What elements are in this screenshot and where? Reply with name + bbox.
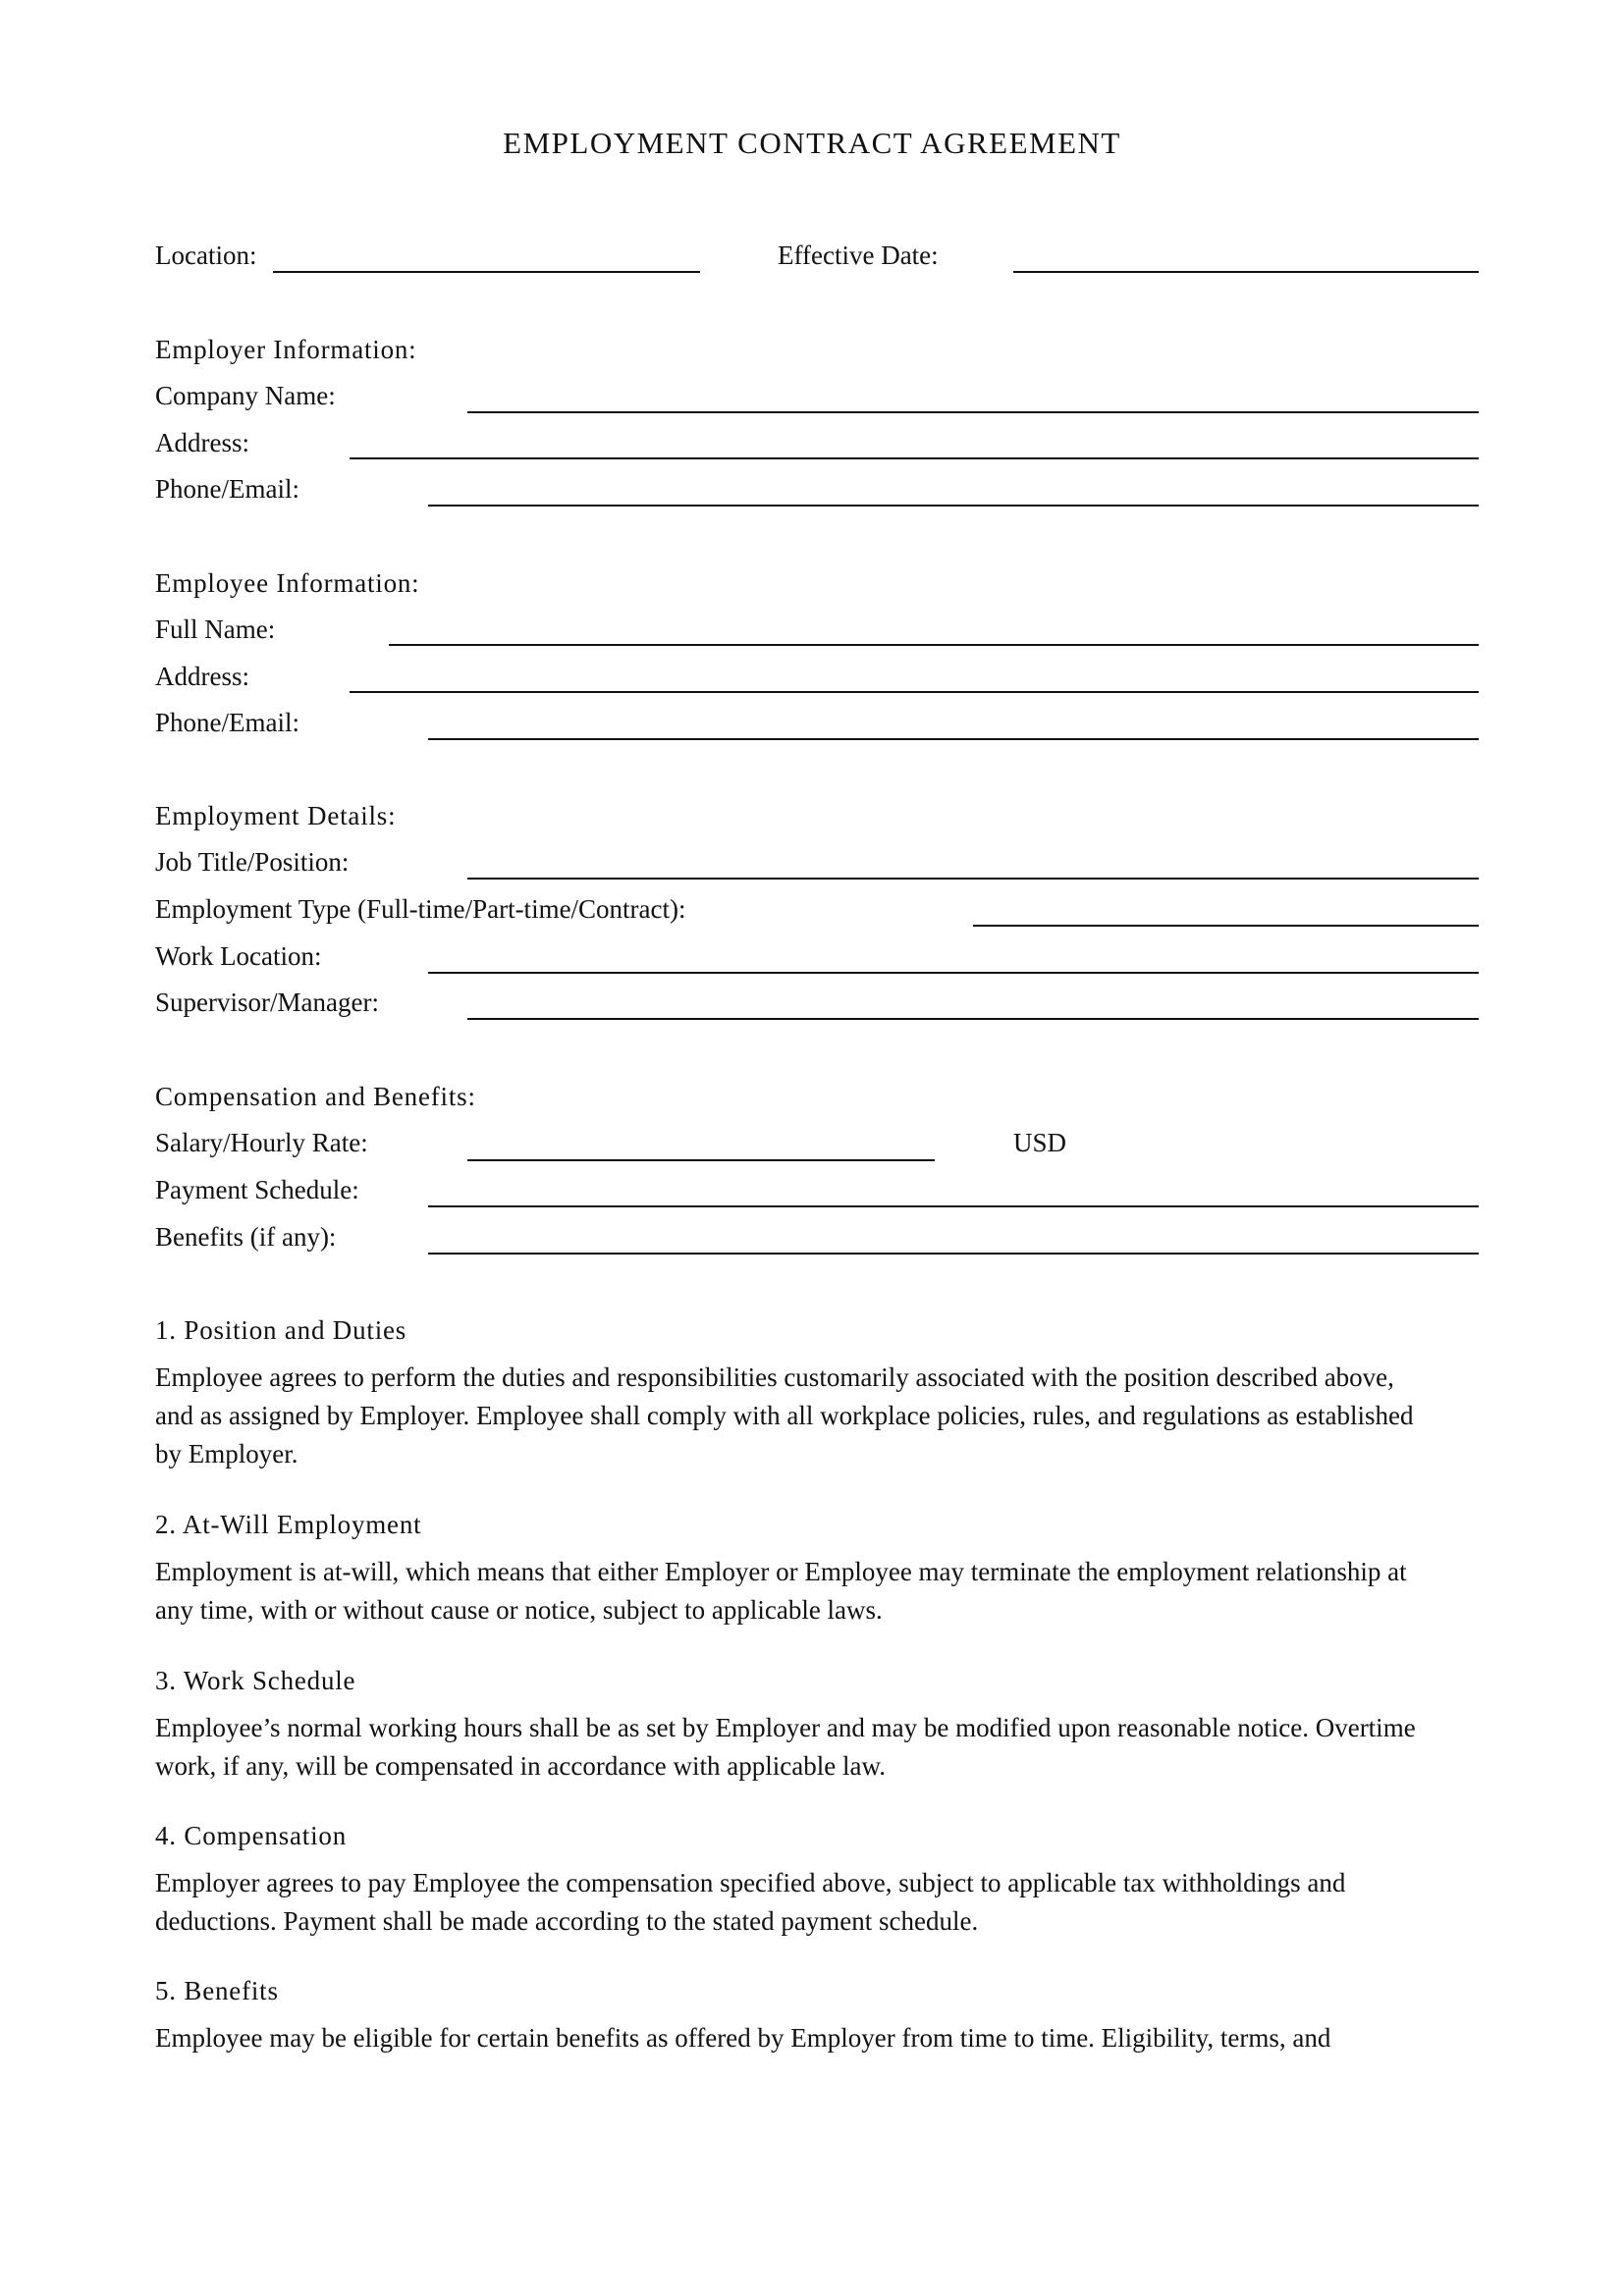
section-3-body [155,1709,1490,1786]
supervisor-field[interactable] [467,1018,1479,1020]
job-title-field[interactable] [467,878,1479,880]
section-4-line: deductions. Payment shall be made according to the stated payment schedule. [155,1906,979,1936]
section-1-heading: 1. Position and Duties [155,1315,407,1345]
currency-label: USD [1013,1128,1067,1157]
effective-date-label: Effective Date: [778,240,939,270]
section-4-heading: 4. Compensation [155,1821,347,1850]
section-5-line: Employee may be eligible for certain benefits as offered by Employer from time to time. Eligibility, terms, and [155,2023,1331,2053]
work-location-label: Work Location: [155,941,322,971]
employer-heading: Employer Information: [155,335,417,364]
payment-schedule-label: Payment Schedule: [155,1175,359,1204]
employee-heading: Employee Information: [155,568,420,598]
employee-address-field[interactable] [350,691,1479,693]
employer-company-name-label: Company Name: [155,381,336,410]
section-2-body [155,1553,1490,1629]
section-3-heading: 3. Work Schedule [155,1666,356,1695]
employer-address-field[interactable] [350,457,1479,459]
location-label: Location: [155,240,257,270]
salary-field[interactable] [467,1159,935,1161]
section-4-line: Employer agrees to pay Employee the compensation specified above, subject to applicable tax withholdings and [155,1868,1346,1897]
employer-phone-email-field[interactable] [428,505,1479,507]
employer-phone-email-label: Phone/Email: [155,474,299,504]
employer-address-label: Address: [155,428,249,457]
employment-type-field[interactable] [973,925,1479,927]
section-3-line: Employee’s normal working hours shall be as set by Employer and may be modified upon reasonable notice. Overtime [155,1713,1416,1742]
document-title: EMPLOYMENT CONTRACT AGREEMENT [503,126,1121,160]
employee-full-name-field[interactable] [389,644,1479,646]
section-3-line: work, if any, will be compensated in accordance with applicable law. [155,1751,886,1781]
job-title-label: Job Title/Position: [155,847,350,877]
employer-company-name-field[interactable] [467,411,1479,413]
section-5-body [155,2019,1490,2057]
section-1-line: by Employer. [155,1439,298,1468]
work-location-field[interactable] [428,972,1479,974]
employee-address-label: Address: [155,662,249,691]
benefits-label: Benefits (if any): [155,1222,337,1252]
section-5-heading: 5. Benefits [155,1976,279,2005]
section-2-line: Employment is at-will, which means that either Employer or Employee may terminate the employment relationship at [155,1557,1407,1586]
employment-heading: Employment Details: [155,801,397,830]
compensation-heading: Compensation and Benefits: [155,1082,476,1111]
benefits-field[interactable] [428,1253,1479,1255]
section-4-body [155,1864,1490,1941]
employee-phone-email-label: Phone/Email: [155,708,299,737]
section-2-heading: 2. At-Will Employment [155,1510,422,1539]
payment-schedule-field[interactable] [428,1205,1479,1207]
section-2-line: any time, with or without cause or notice, subject to applicable laws. [155,1595,883,1625]
employment-type-label: Employment Type (Full-time/Part-time/Contract): [155,894,686,924]
section-1-line: Employee agrees to perform the duties and responsibilities customarily associated with the position described above, [155,1362,1394,1392]
section-1-body [155,1359,1490,1473]
salary-label: Salary/Hourly Rate: [155,1128,368,1157]
employee-full-name-label: Full Name: [155,614,276,644]
location-field[interactable] [273,271,700,273]
employee-phone-email-field[interactable] [428,738,1479,740]
supervisor-label: Supervisor/Manager: [155,988,379,1017]
effective-date-field[interactable] [1013,271,1479,273]
section-1-line: and as assigned by Employer. Employee shall comply with all workplace policies, rules, and regulations as established [155,1401,1414,1430]
